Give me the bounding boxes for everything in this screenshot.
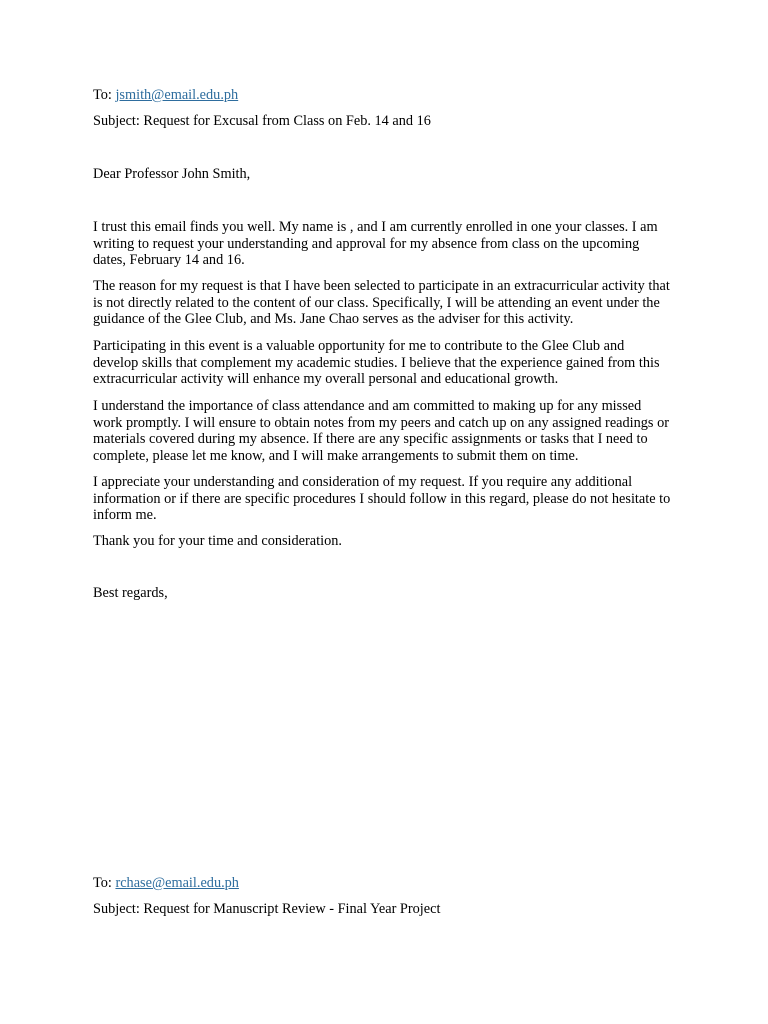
email1-to-address-link[interactable]: jsmith@email.edu.ph bbox=[115, 87, 239, 103]
email2-subject: Subject: Request for Manuscript Review - Final Year Project bbox=[93, 901, 441, 917]
email1-closing: Best regards, bbox=[93, 585, 168, 601]
email1-paragraph-6: Thank you for your time and consideration. bbox=[93, 533, 342, 549]
email1-paragraph-2: The reason for my request is that I have been selected to participate in an extracurricular activity that is not directly related to the content of our class. Specifically, I will be attending an event under the guidance of the Glee Club, and Ms. Jane Chao serves as the adviser for this activity. bbox=[93, 278, 670, 327]
email2-to-address-link[interactable]: rchase@email.edu.ph bbox=[115, 875, 239, 891]
email1-paragraph-4: I understand the importance of class attendance and am committed to making up for any missed work promptly. I will ensure to obtain notes from my peers and catch up on any assigned readings or materials covered during my absence. If there are any specific assignments or tasks that I need to complete, please let me know, and I will make arrangements to submit them on time. bbox=[93, 398, 669, 464]
email1-to-label: To: bbox=[93, 87, 112, 103]
email1-paragraph-3: Participating in this event is a valuable opportunity for me to contribute to the Glee Club and develop skills that complement my academic studies. I believe that the experience gained from this extracurricular activity will enhance my overall personal and educational growth. bbox=[93, 338, 660, 387]
email1-salutation: Dear Professor John Smith, bbox=[93, 166, 251, 182]
email2-to-label: To: bbox=[93, 875, 112, 891]
email1-subject: Subject: Request for Excusal from Class on Feb. 14 and 16 bbox=[93, 113, 431, 129]
email1-paragraph-1: I trust this email finds you well. My name is , and I am currently enrolled in one your classes. I am writing to request your understanding and approval for my absence from class on the upcoming dates, February 14 and 16. bbox=[93, 219, 658, 268]
email1-to-line bbox=[93, 87, 238, 104]
email2-to-line bbox=[93, 875, 239, 892]
email1-paragraph-5: I appreciate your understanding and consideration of my request. If you require any additional information or if there are specific procedures I should follow in this regard, please do not hesitate to inform me. bbox=[93, 474, 671, 523]
